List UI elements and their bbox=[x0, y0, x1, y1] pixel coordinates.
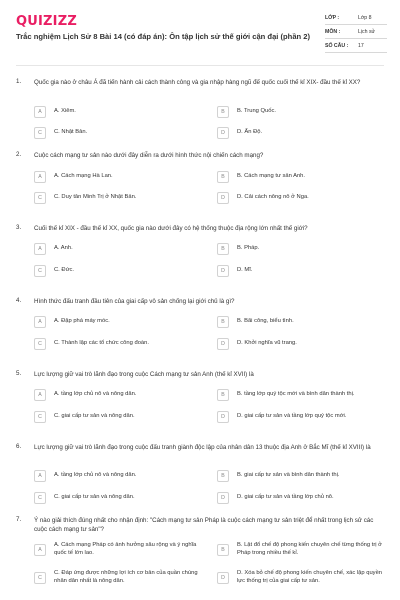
option-text: C. Duy tân Minh Trị ở Nhật Bản. bbox=[54, 193, 137, 200]
option-letter: D bbox=[217, 411, 229, 423]
question-text: Cuối thế kỉ XIX - đầu thế kỉ XX, quốc gia nào dưới đây có hệ thống thuộc địa rộng lớn nhất thế giới? bbox=[34, 225, 308, 232]
option-text: A. Cách mạng Hà Lan. bbox=[54, 172, 113, 179]
option-letter: B bbox=[217, 106, 229, 118]
question-number: 5. bbox=[16, 370, 22, 377]
option-letter: D bbox=[217, 572, 229, 584]
option-text: D. Ấn Độ. bbox=[237, 128, 263, 135]
option-letter: A bbox=[34, 171, 46, 183]
option-text: B. Bãi công, biểu tình. bbox=[237, 317, 294, 324]
option-letter: B bbox=[217, 470, 229, 482]
meta-class-label: LỚP : bbox=[325, 15, 340, 21]
option-d[interactable] bbox=[217, 491, 387, 504]
option-b[interactable] bbox=[217, 105, 387, 118]
option-text: C. Đức. bbox=[54, 266, 74, 273]
option-letter: B bbox=[217, 389, 229, 401]
option-text: D. giai cấp tư sản và tầng lớp quý tộc mới. bbox=[237, 412, 347, 419]
option-text: B. tầng lớp quý tộc mới và bình dân thành thị. bbox=[237, 390, 355, 397]
option-c[interactable] bbox=[34, 264, 204, 277]
option-a[interactable] bbox=[34, 315, 204, 328]
option-letter: C bbox=[34, 411, 46, 423]
option-a[interactable] bbox=[34, 388, 204, 401]
option-letter: A bbox=[34, 389, 46, 401]
option-text: B. Cách mạng tư sản Anh. bbox=[237, 172, 306, 179]
question-7 bbox=[0, 516, 400, 596]
option-d[interactable] bbox=[217, 410, 387, 423]
option-c[interactable] bbox=[34, 191, 204, 204]
option-letter: D bbox=[217, 192, 229, 204]
option-text: B. Lật đổ chế độ phong kiến chuyên chế từng thống trị ở Pháp trong nhiều thế kỉ. bbox=[237, 542, 382, 556]
question-number: 3. bbox=[16, 224, 22, 231]
option-text: A. tầng lớp chủ nô và nông dân. bbox=[54, 471, 137, 478]
meta-count-label: SỐ CÂU : bbox=[325, 43, 349, 49]
option-a[interactable] bbox=[34, 542, 204, 562]
option-letter: A bbox=[34, 470, 46, 482]
option-letter: C bbox=[34, 127, 46, 139]
option-letter: A bbox=[34, 544, 46, 556]
option-letter: C bbox=[34, 265, 46, 277]
option-letter: C bbox=[34, 572, 46, 584]
option-d[interactable] bbox=[217, 126, 387, 139]
option-c[interactable] bbox=[34, 410, 204, 423]
option-letter: D bbox=[217, 492, 229, 504]
option-text: C. giai cấp tư sản và nông dân. bbox=[54, 412, 135, 419]
option-letter: A bbox=[34, 316, 46, 328]
meta-subject-label: MÔN : bbox=[325, 29, 341, 35]
option-letter: B bbox=[217, 544, 229, 556]
option-text: A. Anh. bbox=[54, 244, 73, 251]
question-text: Hình thức đấu tranh đầu tiên của giai cấp vô sản chống lại giới chủ là gì? bbox=[34, 298, 235, 305]
option-text: D. Xóa bỏ chế độ phong kiến chuyên chế, xác lập quyền lực thống trị của giai cấp tư sản. bbox=[237, 570, 383, 584]
option-c[interactable] bbox=[34, 570, 204, 590]
question-number: 2. bbox=[16, 151, 22, 158]
question-text: Quốc gia nào ở châu Á đã tiến hành cải cách thành công và gia nhập hàng ngũ đế quốc cuối thế kỉ XIX- đầu thế kỉ XX? bbox=[34, 79, 361, 86]
option-letter: C bbox=[34, 338, 46, 350]
option-d[interactable] bbox=[217, 191, 387, 204]
question-3 bbox=[0, 224, 400, 297]
option-letter: A bbox=[34, 106, 46, 118]
option-text: C. Thành lập các tổ chức công đoàn. bbox=[54, 339, 149, 346]
option-b[interactable] bbox=[217, 542, 387, 562]
question-number: 6. bbox=[16, 443, 22, 450]
option-letter: D bbox=[217, 338, 229, 350]
option-letter: D bbox=[217, 127, 229, 139]
option-a[interactable] bbox=[34, 242, 204, 255]
option-text: C. Nhật Bản. bbox=[54, 128, 88, 135]
question-number: 1. bbox=[16, 78, 22, 85]
option-a[interactable] bbox=[34, 105, 204, 118]
question-6 bbox=[0, 443, 400, 516]
quizizz-logo: QUIZIZZ bbox=[16, 14, 77, 29]
option-text: D. giai cấp tư sản và tầng lớp chủ nô. bbox=[237, 493, 334, 500]
page-header bbox=[0, 0, 400, 62]
header-divider bbox=[16, 65, 384, 66]
option-text: B. giai cấp tư sản và bình dân thành thị. bbox=[237, 471, 340, 478]
option-letter: B bbox=[217, 243, 229, 255]
option-text: A. Xiêm. bbox=[54, 107, 76, 114]
page-title: Trắc nghiệm Lịch Sử 8 Bài 14 (có đáp án): Ôn tập lịch sử thế giới cận đại (phần 2) bbox=[16, 32, 311, 41]
option-text: D. Cải cách nông nô ở Nga. bbox=[237, 193, 309, 200]
option-text: A. Cách mạng Pháp có ảnh hưởng sâu rộng và ý nghĩa quốc tế lớn lao. bbox=[54, 542, 197, 556]
option-text: D. Mĩ. bbox=[237, 266, 253, 273]
question-number: 4. bbox=[16, 297, 22, 304]
quiz-meta bbox=[325, 12, 387, 54]
option-text: B. Pháp. bbox=[237, 244, 260, 251]
meta-subject-row bbox=[325, 26, 387, 39]
option-c[interactable] bbox=[34, 491, 204, 504]
option-b[interactable] bbox=[217, 315, 387, 328]
option-text: B. Trung Quốc. bbox=[237, 107, 276, 114]
option-text: C. Đáp ứng được những lợi ích cơ bản của quần chúng nhân dân nhất là nông dân. bbox=[54, 570, 198, 584]
question-1 bbox=[0, 78, 400, 151]
option-letter: C bbox=[34, 492, 46, 504]
option-a[interactable] bbox=[34, 170, 204, 183]
meta-subject-value: Lịch sử bbox=[358, 29, 376, 35]
option-b[interactable] bbox=[217, 242, 387, 255]
option-b[interactable] bbox=[217, 469, 387, 482]
question-list bbox=[0, 78, 400, 596]
option-c[interactable] bbox=[34, 126, 204, 139]
question-text: Lực lượng giữ vai trò lãnh đạo trong cuộc đấu tranh giành độc lập của nhân dân 13 thuộc địa Anh ở Bắc Mĩ (thế kỉ XVIII) là bbox=[34, 444, 371, 451]
question-text: Ý nào giải thích đúng nhất cho nhận định: "Cách mạng tư sản Pháp là cuộc cách mạng tư sản triệt để nhất trong lịch sử các cuộc cách mạng tư sản"? bbox=[34, 517, 374, 533]
question-5 bbox=[0, 370, 400, 443]
question-2 bbox=[0, 151, 400, 224]
option-text: C. giai cấp tư sản và nông dân. bbox=[54, 493, 135, 500]
option-text: A. tầng lớp chủ nô và nông dân. bbox=[54, 390, 137, 397]
option-a[interactable] bbox=[34, 469, 204, 482]
meta-count-row bbox=[325, 40, 387, 53]
option-c[interactable] bbox=[34, 337, 204, 350]
option-letter: B bbox=[217, 316, 229, 328]
option-letter: A bbox=[34, 243, 46, 255]
option-letter: D bbox=[217, 265, 229, 277]
option-text: D. Khởi nghĩa vũ trang. bbox=[237, 339, 297, 346]
option-d[interactable] bbox=[217, 337, 387, 350]
option-text: A. Đập phá máy móc. bbox=[54, 317, 110, 324]
question-text: Cuộc cách mạng tư sản nào dưới đây diễn ra dưới hình thức nội chiến cách mạng? bbox=[34, 152, 264, 159]
question-number: 7. bbox=[16, 516, 22, 523]
option-letter: B bbox=[217, 171, 229, 183]
option-b[interactable] bbox=[217, 170, 387, 183]
option-d[interactable] bbox=[217, 264, 387, 277]
question-4 bbox=[0, 297, 400, 370]
meta-class-value: Lớp 8 bbox=[358, 15, 372, 21]
option-d[interactable] bbox=[217, 570, 387, 590]
option-letter: C bbox=[34, 192, 46, 204]
meta-class-row bbox=[325, 12, 387, 25]
question-text: Lực lượng giữ vai trò lãnh đạo trong cuộc Cách mạng tư sản Anh (thế kỉ XVII) là bbox=[34, 371, 254, 378]
option-b[interactable] bbox=[217, 388, 387, 401]
meta-count-value: 17 bbox=[358, 43, 364, 49]
